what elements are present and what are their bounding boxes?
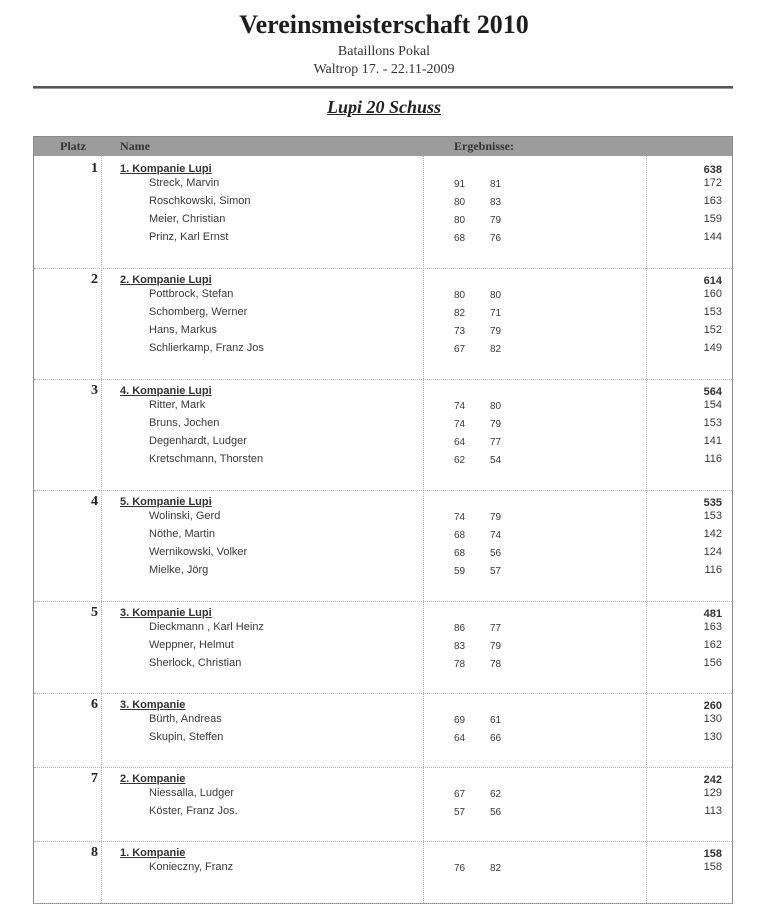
series-1-score: 68 (454, 233, 466, 244)
team-total: 260 (703, 700, 722, 712)
shooter-row (34, 417, 732, 435)
shooter-row (34, 306, 732, 324)
series-1-score: 76 (454, 863, 466, 874)
place-number: 4 (91, 494, 98, 509)
series-1-score: 80 (454, 290, 466, 301)
series-1-score: 64 (454, 733, 466, 744)
shooter-row (34, 657, 732, 675)
shooter-row (34, 861, 732, 879)
series-1-score: 73 (454, 326, 466, 337)
shooter-total: 153 (703, 417, 722, 429)
shooter-total: 160 (703, 288, 722, 300)
shooter-row (34, 528, 732, 546)
shooter-name: Meier, Christian (149, 213, 226, 225)
series-2-score: 83 (490, 197, 502, 208)
place-number: 2 (91, 272, 98, 287)
event-dates: Waltrop 17. - 22.11-2009 (313, 62, 455, 77)
result-group (34, 157, 732, 269)
series-2-score: 81 (490, 179, 502, 190)
column-header-name: Name (120, 139, 150, 153)
team-name: 3. Kompanie Lupi (120, 607, 212, 619)
shooter-total: 163 (703, 621, 722, 633)
shooter-row (34, 713, 732, 731)
team-total: 638 (703, 164, 722, 176)
shooter-name: Prinz, Karl Ernst (149, 231, 229, 243)
result-group (34, 268, 732, 380)
shooter-row (34, 399, 732, 417)
shooter-name: Wolinski, Gerd (149, 510, 221, 522)
place-number: 1 (91, 161, 98, 176)
team-total: 481 (703, 608, 722, 620)
team-name: 1. Kompanie Lupi (120, 163, 212, 175)
place-number: 7 (91, 771, 98, 786)
shooter-name: Schomberg, Werner (149, 306, 248, 318)
shooter-row (34, 731, 732, 749)
shooter-row (34, 435, 732, 453)
shooter-total: 163 (703, 195, 722, 207)
shooter-name: Roschkowski, Simon (149, 195, 251, 207)
series-1-score: 74 (454, 401, 466, 412)
team-name: 2. Kompanie (120, 773, 186, 785)
shooter-total: 152 (703, 324, 722, 336)
series-1-score: 82 (454, 308, 466, 319)
series-2-score: 54 (490, 455, 502, 466)
shooter-row (34, 453, 732, 471)
series-2-score: 77 (490, 437, 502, 448)
shooter-total: 130 (703, 731, 722, 743)
series-1-score: 78 (454, 659, 466, 670)
shooter-row (34, 621, 732, 639)
place-number: 8 (91, 845, 98, 860)
document-title: Vereinsmeisterschaft 2010 (239, 10, 529, 39)
series-2-score: 71 (490, 308, 502, 319)
place-number: 5 (91, 605, 98, 620)
shooter-name: Ritter, Mark (149, 399, 206, 411)
shooter-total: 154 (703, 399, 722, 411)
series-2-score: 79 (490, 215, 502, 226)
team-name: 1. Kompanie (120, 847, 186, 859)
series-2-score: 79 (490, 641, 502, 652)
series-1-score: 80 (454, 197, 466, 208)
shooter-total: 158 (703, 861, 722, 873)
shooter-name: Skupin, Steffen (149, 731, 224, 743)
series-2-score: 61 (490, 715, 502, 726)
shooter-name: Dieckmann , Karl Heinz (149, 621, 264, 633)
shooter-name: Bruns, Jochen (149, 417, 220, 429)
shooter-name: Bürth, Andreas (149, 713, 222, 725)
column-header-place: Platz (60, 139, 86, 153)
place-number: 3 (91, 383, 98, 398)
shooter-name: Wernikowski, Volker (149, 546, 248, 558)
shooter-total: 142 (703, 528, 722, 540)
series-1-score: 64 (454, 437, 466, 448)
shooter-total: 113 (704, 805, 722, 817)
shooter-total: 153 (703, 306, 722, 318)
series-2-score: 80 (490, 401, 502, 412)
series-1-score: 68 (454, 530, 466, 541)
shooter-total: 130 (703, 713, 722, 725)
series-2-score: 56 (490, 548, 502, 559)
shooter-total: 129 (703, 787, 722, 799)
shooter-name: Kretschmann, Thorsten (149, 453, 264, 465)
team-total: 158 (703, 848, 722, 860)
series-1-score: 59 (454, 566, 466, 577)
result-group (34, 379, 732, 491)
result-group (34, 767, 732, 842)
shooter-name: Weppner, Helmut (149, 639, 234, 651)
header-divider (33, 86, 733, 89)
series-1-score: 74 (454, 419, 466, 430)
shooter-total: 172 (703, 177, 722, 189)
shooter-name: Konieczny, Franz (149, 861, 234, 873)
result-group (34, 693, 732, 768)
shooter-name: Degenhardt, Ludger (149, 435, 247, 447)
series-1-score: 68 (454, 548, 466, 559)
table-header (34, 137, 732, 156)
column-header-results: Ergebnisse: (454, 139, 514, 153)
shooter-total: 156 (703, 657, 722, 669)
series-2-score: 82 (490, 344, 502, 355)
shooter-row (34, 639, 732, 657)
series-1-score: 62 (454, 455, 466, 466)
shooter-row (34, 177, 732, 195)
shooter-name: Niessalla, Ludger (149, 787, 234, 799)
team-total: 614 (703, 275, 722, 287)
series-1-score: 57 (454, 807, 466, 818)
series-1-score: 67 (454, 789, 466, 800)
series-2-score: 66 (490, 733, 502, 744)
result-group (34, 841, 732, 904)
results-table (33, 136, 733, 904)
shooter-total: 162 (703, 639, 722, 651)
shooter-row (34, 195, 732, 213)
result-group (34, 601, 732, 694)
shooter-name: Streck, Marvin (149, 177, 220, 189)
shooter-name: Sherlock, Christian (149, 657, 242, 669)
series-1-score: 80 (454, 215, 466, 226)
team-name: 4. Kompanie Lupi (120, 385, 212, 397)
shooter-name: Pottbrock, Stefan (149, 288, 234, 300)
shooter-row (34, 324, 732, 342)
shooter-row (34, 231, 732, 249)
series-2-score: 74 (490, 530, 502, 541)
shooter-row (34, 546, 732, 564)
series-1-score: 83 (454, 641, 466, 652)
shooter-total: 141 (703, 435, 722, 447)
place-number: 6 (91, 697, 98, 712)
result-group (34, 490, 732, 602)
team-name: 2. Kompanie Lupi (120, 274, 212, 286)
shooter-total: 116 (704, 453, 722, 465)
shooter-total: 116 (704, 564, 722, 576)
team-total: 564 (703, 386, 722, 398)
shooter-total: 144 (703, 231, 722, 243)
shooter-total: 159 (703, 213, 722, 225)
document-subtitle: Bataillons Pokal (337, 44, 431, 59)
series-2-score: 79 (490, 419, 502, 430)
shooter-total: 124 (703, 546, 722, 558)
series-1-score: 86 (454, 623, 466, 634)
shooter-name: Köster, Franz Jos. (149, 805, 238, 817)
series-2-score: 76 (490, 233, 502, 244)
shooter-row (34, 510, 732, 528)
shooter-name: Schlierkamp, Franz Jos (149, 342, 264, 354)
shooter-name: Nöthe, Martin (149, 528, 216, 540)
series-1-score: 67 (454, 344, 466, 355)
series-1-score: 91 (454, 179, 466, 190)
shooter-total: 149 (703, 342, 722, 354)
series-2-score: 79 (490, 326, 502, 337)
shooter-row (34, 805, 732, 823)
series-2-score: 82 (490, 863, 502, 874)
shooter-name: Hans, Markus (149, 324, 217, 336)
shooter-total: 153 (703, 510, 722, 522)
document-header (0, 0, 768, 117)
team-name: 3. Kompanie (120, 699, 186, 711)
series-2-score: 62 (490, 789, 502, 800)
shooter-row (34, 288, 732, 306)
series-2-score: 79 (490, 512, 502, 523)
series-2-score: 80 (490, 290, 502, 301)
team-total: 535 (703, 497, 722, 509)
series-2-score: 77 (490, 623, 502, 634)
series-1-score: 69 (454, 715, 466, 726)
series-1-score: 74 (454, 512, 466, 523)
team-name: 5. Kompanie Lupi (120, 496, 212, 508)
shooter-row (34, 564, 732, 582)
shooter-row (34, 213, 732, 231)
shooter-row (34, 342, 732, 360)
team-total: 242 (703, 774, 722, 786)
section-title: Lupi 20 Schuss (326, 97, 442, 117)
shooter-row (34, 787, 732, 805)
shooter-name: Mielke, Jörg (149, 564, 209, 576)
series-2-score: 56 (490, 807, 502, 818)
series-2-score: 78 (490, 659, 502, 670)
series-2-score: 57 (490, 566, 502, 577)
